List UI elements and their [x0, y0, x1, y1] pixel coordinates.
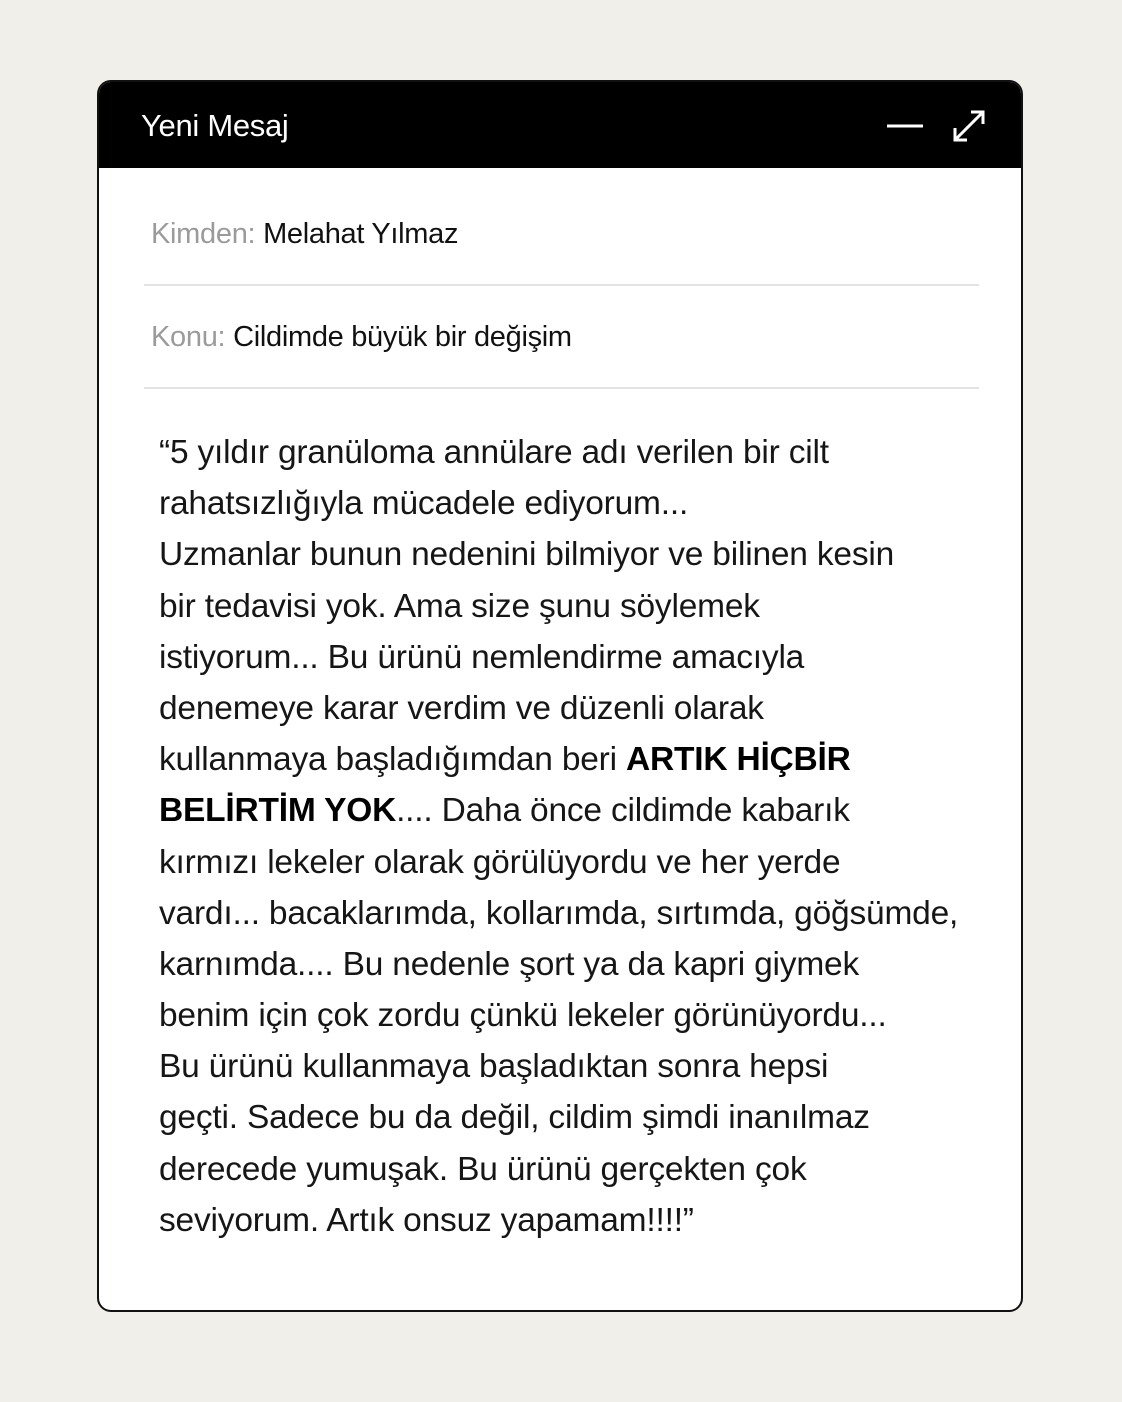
- message-emphasis: ARTIK HİÇBİR: [626, 741, 851, 779]
- message-text: benim için çok zordu çünkü lekeler görünüyordu...: [159, 997, 887, 1035]
- subject-label: Konu:: [151, 321, 226, 353]
- message-line: [159, 785, 989, 836]
- message-text: “5 yıldır granüloma annülare adı verilen bir cilt: [159, 434, 829, 471]
- message-text: istiyorum... Bu ürünü nemlendirme amacıyla: [159, 638, 805, 676]
- compose-window: [97, 80, 1023, 1312]
- message-text: kullanmaya başladığımdan beri: [159, 741, 626, 779]
- message-line: [159, 683, 989, 734]
- message-text: bir tedavisi yok. Ama size şunu söylemek: [159, 587, 760, 625]
- message-text: vardı... bacaklarımda, kollarımda, sırtımda, göğsümde,: [159, 894, 959, 932]
- message-text: Uzmanlar bunun nedenini bilmiyor ve bilinen kesin: [159, 536, 895, 574]
- subject-value: Cildimde büyük bir değişim: [233, 321, 572, 353]
- message-line: [159, 529, 989, 580]
- message-text: denemeye karar verdim ve düzenli olarak: [159, 689, 764, 727]
- message-line: [159, 1144, 989, 1195]
- subject-field[interactable]: [151, 319, 572, 355]
- message-line: [159, 837, 989, 888]
- message-text: seviyorum. Artık onsuz yapamam!!!!”: [159, 1201, 694, 1239]
- message-line: [159, 939, 989, 990]
- message-line: [159, 1041, 989, 1092]
- message-line: [159, 888, 989, 939]
- compose-titlebar: [99, 82, 1021, 168]
- message-line: [159, 990, 989, 1041]
- message-line: [159, 427, 989, 478]
- from-label: Kimden:: [151, 218, 256, 250]
- message-text: geçti. Sadece bu da değil, cildim şimdi inanılmaz: [159, 1099, 870, 1137]
- expand-icon[interactable]: [949, 106, 989, 146]
- message-text: kırmızı lekeler olarak görülüyordu ve her yerde: [159, 843, 841, 881]
- message-line: [159, 581, 989, 632]
- message-text: derecede yumuşak. Bu ürünü gerçekten çok: [159, 1150, 807, 1188]
- message-line: [159, 632, 989, 683]
- message-text: Bu ürünü kullanmaya başladıktan sonra hepsi: [159, 1048, 829, 1086]
- from-field[interactable]: [151, 216, 458, 252]
- message-text: .... Daha önce cildimde kabarık: [396, 792, 850, 830]
- divider: [144, 387, 979, 389]
- message-text: karnımda.... Bu nedenle şort ya da kapri giymek: [159, 945, 860, 983]
- message-body[interactable]: [159, 427, 989, 1246]
- message-line: [159, 478, 989, 529]
- message-line: [159, 1092, 989, 1143]
- from-value: Melahat Yılmaz: [263, 218, 459, 250]
- message-emphasis: BELİRTİM YOK: [159, 792, 397, 830]
- message-text: rahatsızlığıyla mücadele ediyorum...: [159, 485, 689, 523]
- window-title: Yeni Mesaj: [141, 108, 289, 143]
- divider: [144, 284, 979, 286]
- message-line: [159, 1195, 989, 1246]
- minimize-icon[interactable]: [885, 106, 925, 146]
- message-line: [159, 734, 989, 785]
